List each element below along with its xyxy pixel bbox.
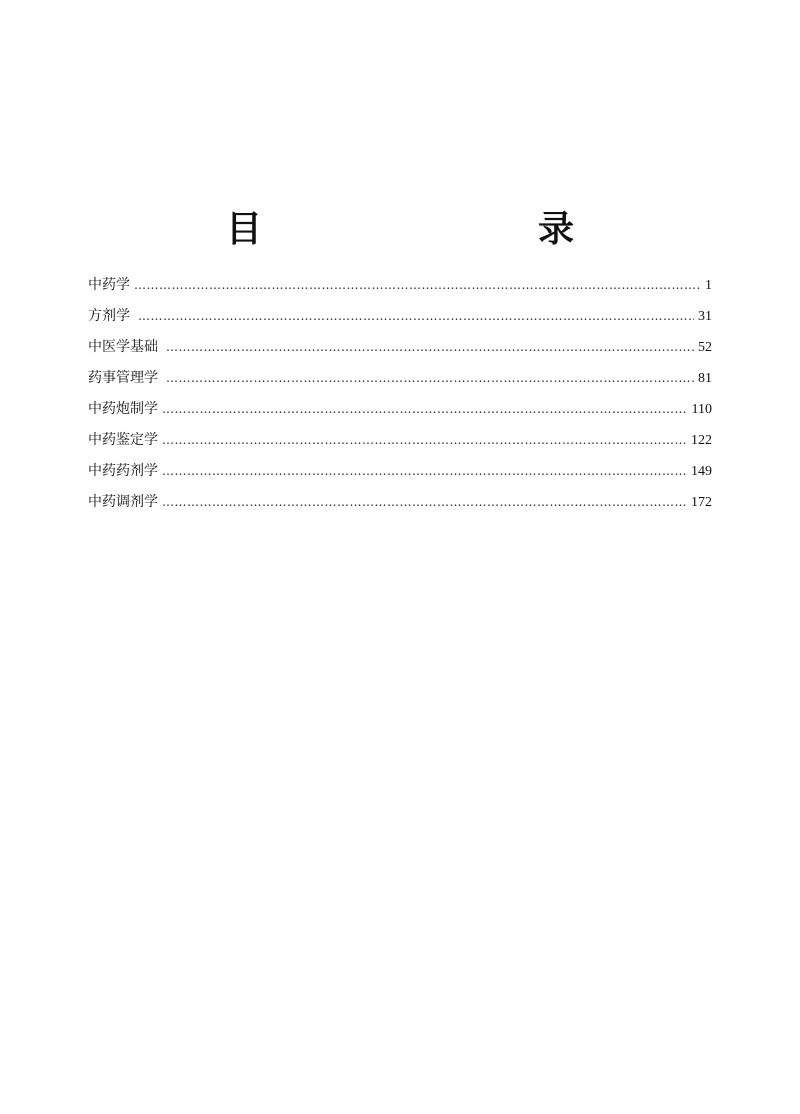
toc-entry-zhongyao-jiandingxue[interactable]	[88, 427, 712, 458]
page-title: 目 录	[225, 208, 642, 250]
toc-entry-zhongyao-paozhixue[interactable]	[88, 396, 712, 427]
dot-leader	[138, 303, 694, 329]
toc-entry-page: 52	[698, 340, 712, 355]
dot-leader	[134, 272, 701, 298]
dot-leader	[162, 427, 687, 453]
toc-entry-zhongyixue-jichu[interactable]	[88, 334, 712, 365]
dot-leader	[162, 396, 688, 422]
toc-entry-page: 110	[691, 402, 712, 417]
toc-entry-label: 中药鉴定学	[88, 432, 158, 448]
toc-entry-label: 中药炮制学	[88, 401, 158, 417]
dot-leader	[162, 489, 687, 515]
toc-entry-zhongyaoxue[interactable]	[88, 272, 712, 303]
toc-entry-label: 药事管理学	[88, 370, 158, 386]
toc-entry-page: 31	[698, 309, 712, 324]
dot-leader	[162, 458, 687, 484]
toc-entry-zhongyao-yaojixue[interactable]	[88, 458, 712, 489]
toc-entry-page: 1	[705, 278, 712, 293]
toc-entry-page: 81	[698, 371, 712, 386]
toc-entry-page: 149	[691, 464, 712, 479]
toc-entry-label: 中医学基础	[88, 339, 158, 355]
toc-entry-fangjixue[interactable]	[88, 303, 712, 334]
dot-leader	[166, 365, 694, 391]
toc-entry-label: 中药调剂学	[88, 494, 158, 510]
toc-entry-page: 172	[691, 495, 712, 510]
toc-entry-zhongyao-tiaojixue[interactable]	[88, 489, 712, 520]
toc-entry-page: 122	[691, 433, 712, 448]
toc-entry-label: 方剂学	[88, 308, 130, 324]
dot-leader	[166, 334, 694, 360]
table-of-contents	[88, 272, 712, 520]
toc-entry-label: 中药药剂学	[88, 463, 158, 479]
toc-entry-label: 中药学	[88, 277, 130, 293]
toc-entry-yaoshi-guanlixue[interactable]	[88, 365, 712, 396]
